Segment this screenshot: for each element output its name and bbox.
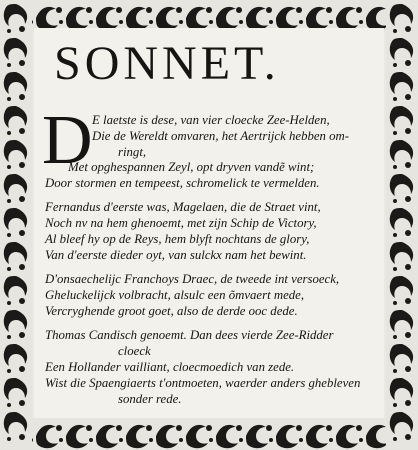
- verse-line: Wist die Spaengiaerts t'ontmoeten, waerder anders ghebleven: [45, 376, 361, 390]
- ornament-border-right: [386, 0, 418, 450]
- verse-line: sonder rede.: [118, 392, 182, 406]
- drop-cap: D: [42, 102, 93, 179]
- verse-line: Fernandus d'eerste was, Magelaen, die de Straet vint,: [45, 200, 321, 214]
- ornament-border-left: [0, 0, 32, 450]
- ornament-border-bottom: [0, 418, 418, 450]
- verse-line: Die de Wereldt omvaren, het Aertrijck hebben om-: [92, 129, 350, 143]
- verse-line: Met opghespannen Zeyl, opt dryven vandẽ wint;: [68, 160, 315, 174]
- verse-line: Van d'eerste dieder oyt, van sulckx nam het bewint.: [45, 248, 307, 262]
- verse-line: E laetste is dese, van vier cloecke Zee-Helden,: [92, 113, 330, 127]
- verse-line: Een Hollander vailliant, cloecmoedich van zede.: [45, 360, 295, 374]
- verse-line: Noch nv na hem ghenoemt, met zijn Schip de Victory,: [45, 216, 317, 230]
- verse-line: Thomas Candisch genoemt. Dan dees vierde Zee-Ridder: [45, 328, 334, 342]
- verse-line: D'onsaechelijc Franchoys Draec, de tweede int versoeck,: [45, 272, 340, 286]
- verse-line: Al bleef hy op de Reys, hem blyft nochtans de glory,: [45, 232, 310, 246]
- verse-line: Vercryghende groot goet, also de derde ooc dede.: [45, 304, 298, 318]
- verse-line: Gheluckelijck volbracht, alsulc een õmvaert mede,: [45, 288, 305, 302]
- verse-line: cloeck: [118, 344, 151, 358]
- verse-line: Door stormen en tempeest, schromelick te vermelden.: [45, 176, 320, 190]
- page-title: SONNET.: [54, 37, 280, 90]
- verse-line: ringt,: [118, 145, 147, 159]
